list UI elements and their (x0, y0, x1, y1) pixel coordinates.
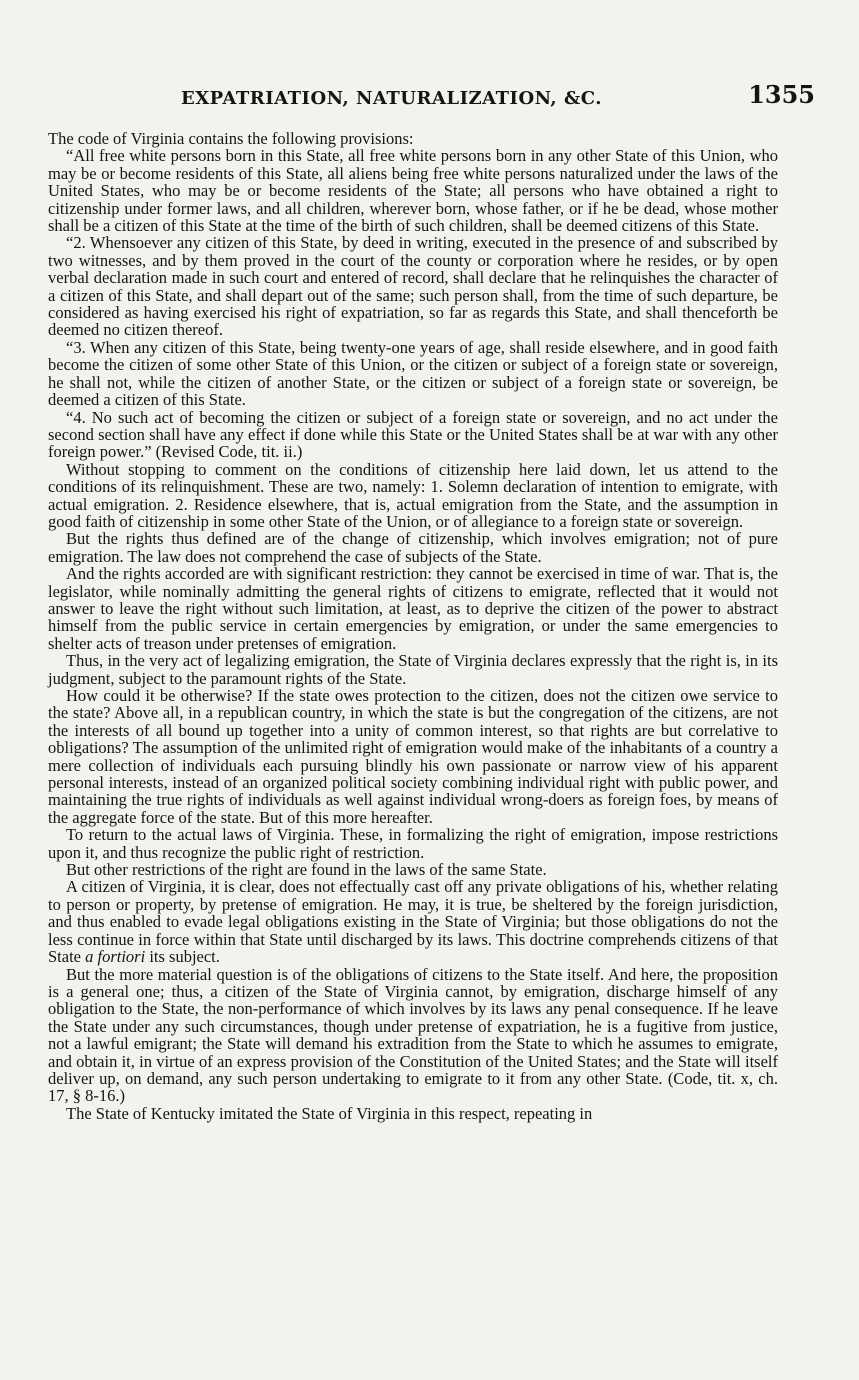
paragraph: And the rights accorded are with significant restriction: they cannot be exercised in time of war. That is, the legislator, while nominally admitting the general rights of citizens to emigrate, reflected that it would not answer to leave the right without such limitation, at least, as to deprive the citizen of the power to abstract himself from the public service in certain emergencies by emigration, or under the same emergencies to shelter acts of treason under pretenses of emigration. (48, 564, 778, 653)
paragraph-fortiori (48, 878, 778, 965)
paragraph: Thus, in the very act of legalizing emigration, the State of Virginia declares expressly that the right is, in its judgment, subject to the paramount rights of the State. (48, 651, 778, 688)
paragraph: Without stopping to comment on the conditions of citizenship here laid down, let us attend to the conditions of its relinquishment. These are two, namely: 1. Solemn declaration of intention to emigrate, with actual emigration. 2. Residence elsewhere, that is, actual emigration from the State, and the assumption in good faith of citizenship in some other State of the Union, or of allegiance to a foreign state or sovereign. (48, 459, 778, 531)
paragraph-quote-2: “2. Whensoever any citizen of this State, by deed in writing, executed in the presence of and subscribed by two witnesses, and by them proved in the court of the county or corporation where he resides, or by open verbal declaration made in such court and entered of record, shall declare that he relinquishes the character of a citizen of this State, and shall depart out of the same; such person shall, from the time of such departure, be considered as having exercised his right of expatriation, so far as regards this State, and shall thenceforth be deemed no citizen thereof. (48, 233, 778, 340)
paragraph-text: A citizen of Virginia, it is clear, does not effectually cast off any private obligations of his, whether relating to person or property, by pretense of emigration. He may, it is true, be sheltered by the foreign jurisdiction, and thus enabled to evade legal obligations existing in the State of Virginia; but those obligations do not the less continue in force within that State until discharged by its laws. This doctrine comprehends citizens of that State (48, 877, 778, 967)
paragraph-final: The State of Kentucky imitated the State of Virginia in this respect, repeating in (66, 1103, 593, 1123)
italic-phrase: a fortiori (85, 947, 146, 967)
paragraph-intro: The code of Virginia contains the following provisions: (48, 129, 414, 148)
paragraph: But the rights thus defined are of the change of citizenship, which involves emigration; not of pure emigration. The law does not comprehend the case of subjects of the State. (48, 529, 778, 566)
paragraph-quote-1: “All free white persons born in this State, all free white persons born in any other State of this Union, who may be or become residents of this State, all aliens being free white persons naturalized under the laws of the United States, who may be or become residents of the State; all persons who have obtained a right to citizenship under former laws, and all children, wherever born, whose father, or if he be dead, whose mother shall be a citizen of this State at the time of the birth of such children, shall be deemed citizens of this State. (48, 146, 778, 236)
page-number: 1355 (748, 80, 815, 109)
page-header (48, 80, 815, 116)
paragraph: But the more material question is of the obligations of citizens to the State itself. And here, the proposition is a general one; thus, a citizen of the State of Virginia cannot, by emigration, discharge himself of any obligation to the State, the non-performance of which involves by its laws any penal consequence. If he leave the State under any such circumstances, though under pretense of expatriation, he is a fugitive from justice, not a lawful emigrant; the State will demand his extradition from the State to which he assumes to emigrate, and obtain it, in virtue of an express provision of the Constitution of the United States; and the State will itself deliver up, on demand, any such person undertaking to emigrate to it from any other State. (Code, tit. x, ch. 17, § 8-16.) (48, 964, 778, 1106)
paragraph: But other restrictions of the right are found in the laws of the same State. (66, 860, 547, 880)
paragraph-quote-3: “3. When any citizen of this State, being twenty-one years of age, shall reside elsewhere, and in good faith become the citizen of some other State of this Union, or the citizen or subject of a foreign state or sovereign, he shall not, while the citizen of another State, or the citizen or subject of a foreign state or sovereign, be deemed a citizen of this State. (48, 337, 778, 410)
paragraph: To return to the actual laws of Virginia. These, in formalizing the right of emigration, impose restrictions upon it, and thus recognize the public right of restriction. (48, 825, 778, 862)
paragraph: How could it be otherwise? If the state owes protection to the citizen, does not the citizen owe service to the state? Above all, in a republican country, in which the state is but the congregation of the citizens, are not the interests of all bound up together into a unity of common interest, so that rights are but correlative to obligations? The assumption of the unlimited right of emigration would make of the inhabitants of a country a mere collection of individuals each pursuing blindly his own passionate or narrow view of his apparent personal interests, instead of an organized political society combining individual right with public power, and maintaining the true rights of individuals as well against individual wrong-doers as foreign foes, by means of the aggregate force of the state. But of this more hereafter. (48, 686, 778, 827)
paragraph-quote-4: “4. No such act of becoming the citizen or subject of a foreign state or sovereign, and no act under the second section shall have any effect if done while this State or the United States shall be at war with any other foreign power.” (Revised Code, tit. ii.) (48, 407, 778, 462)
running-title: EXPATRIATION, NATURALIZATION, &C. (181, 88, 602, 109)
paragraph-text: its subject. (145, 947, 220, 967)
body-text (48, 130, 778, 1122)
